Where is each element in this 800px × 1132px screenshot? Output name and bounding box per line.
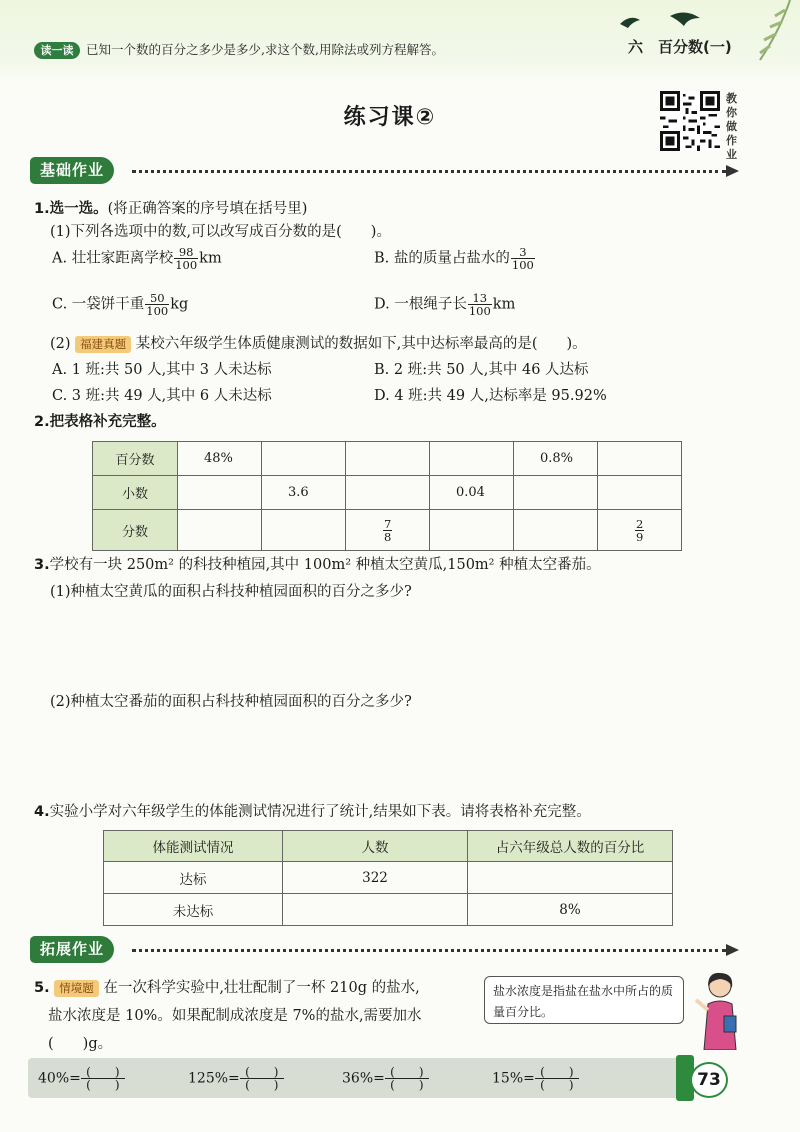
- chapter-title: 六 百分数(一): [628, 38, 732, 56]
- table-cell[interactable]: [468, 862, 673, 894]
- column-header: 体能测试情况: [104, 831, 283, 862]
- fitness-test-table: [103, 830, 673, 926]
- option-text: B. 盐的质量占盐水的: [374, 250, 510, 267]
- blank[interactable]: ( ): [390, 1078, 424, 1092]
- hint-speech-bubble: 盐水浓度是指盐在盐水中所占的质量百分比。: [484, 976, 684, 1024]
- table-cell[interactable]: [430, 510, 514, 551]
- denominator: 100: [175, 258, 198, 272]
- numerator: 2: [636, 516, 644, 531]
- table-cell: 0.04: [430, 476, 514, 510]
- numerator: 98: [174, 246, 198, 259]
- question-number: 3.: [34, 557, 50, 573]
- blank-fraction[interactable]: [240, 1066, 284, 1091]
- question-heading: 选一选。: [49, 201, 108, 217]
- fraction: [145, 292, 169, 317]
- question-text: 学校有一块 250m² 的科技种植园,其中 100m² 种植太空黄瓜,150m² 种植太空番茄。: [49, 557, 601, 573]
- column-header: 占六年级总人数的百分比: [468, 831, 673, 862]
- table-cell: 0.8%: [514, 442, 598, 476]
- expression: 125%=: [188, 1070, 240, 1087]
- option-text: A. 壮壮家距离学校: [52, 250, 174, 267]
- blank[interactable]: ( ): [385, 1066, 429, 1079]
- option-text: D. 一根绳子长: [374, 296, 467, 313]
- row-label-fraction: 分数: [93, 510, 178, 551]
- table-cell[interactable]: [262, 510, 346, 551]
- table-row: [93, 442, 682, 476]
- table-row: [104, 894, 673, 926]
- option-a: [52, 246, 222, 271]
- question-number: 2.: [34, 414, 50, 430]
- section-basic-homework: 基础作业: [30, 157, 114, 184]
- question-1-heading: [34, 197, 307, 218]
- arrow-right-icon: [726, 944, 739, 956]
- scenario-tag: 情境题: [54, 980, 99, 997]
- table-cell[interactable]: [430, 442, 514, 476]
- question-2-heading: [34, 410, 166, 431]
- blank[interactable]: ( ): [86, 1078, 120, 1092]
- row-label-decimal: 小数: [93, 476, 178, 510]
- page-number: 73: [690, 1062, 728, 1098]
- expression: 15%=: [492, 1070, 535, 1087]
- section-extended-homework: 拓展作业: [30, 936, 114, 963]
- choice-c: C. 3 班:共 49 人,其中 6 人未达标: [52, 388, 272, 404]
- fraction: [174, 246, 198, 271]
- table-cell: 322: [283, 862, 468, 894]
- section-divider: [132, 170, 726, 173]
- arrow-right-icon: [726, 165, 739, 177]
- practice-item: [342, 1066, 429, 1091]
- question-3-part-1: (1)种植太空黄瓜的面积占科技种植园面积的百分之多少?: [50, 584, 412, 600]
- question-heading: 把表格补充完整。: [49, 414, 166, 430]
- option-d: [374, 292, 515, 317]
- column-header: 人数: [283, 831, 468, 862]
- blank[interactable]: ( ): [535, 1066, 579, 1079]
- denominator: 100: [468, 304, 491, 318]
- numerator: 7: [384, 516, 392, 531]
- table-cell: 8%: [468, 894, 673, 926]
- question-4: [34, 800, 591, 821]
- table-cell: 3.6: [262, 476, 346, 510]
- expression: 40%=: [38, 1070, 81, 1087]
- question-3: [34, 553, 601, 574]
- blank[interactable]: ( ): [81, 1066, 125, 1079]
- table-cell[interactable]: [283, 894, 468, 926]
- fraction: [511, 246, 535, 271]
- table-cell: 48%: [178, 442, 262, 476]
- blank-fraction[interactable]: [535, 1066, 579, 1091]
- willow-branch-icon: [740, 0, 800, 86]
- practice-item: [188, 1066, 284, 1091]
- fraction: [635, 518, 644, 543]
- numerator: 50: [145, 292, 169, 305]
- tip-badge: 读一读: [34, 42, 80, 59]
- table-row: [93, 510, 682, 551]
- practice-item: [38, 1066, 125, 1091]
- tip-text: 已知一个数的百分之多少是多少,求这个数,用除法或列方程解答。: [86, 42, 444, 57]
- table-cell: [346, 510, 430, 551]
- question-5-line-3: ( )g。: [48, 1036, 113, 1052]
- fraction: [468, 292, 492, 317]
- question-1-part-2: [50, 332, 587, 353]
- question-5-line-1: [34, 976, 420, 997]
- blank-fraction[interactable]: [81, 1066, 125, 1091]
- blank[interactable]: ( ): [540, 1078, 574, 1092]
- numerator: 3: [511, 246, 535, 259]
- qr-label: 教你做作业: [726, 92, 737, 161]
- question-text: 在一次科学实验中,壮壮配制了一杯 210g 的盐水,: [103, 980, 420, 996]
- question-text: 实验小学对六年级学生的体能测试情况进行了统计,结果如下表。请将表格补充完整。: [49, 804, 591, 820]
- table-cell[interactable]: [178, 476, 262, 510]
- table-cell: 未达标: [104, 894, 283, 926]
- table-cell[interactable]: [598, 476, 682, 510]
- denominator: 8: [384, 529, 392, 544]
- table-header-row: [104, 831, 673, 862]
- table-cell[interactable]: [514, 510, 598, 551]
- table-cell[interactable]: [598, 442, 682, 476]
- blank[interactable]: ( ): [245, 1078, 279, 1092]
- table-cell[interactable]: [346, 476, 430, 510]
- question-3-part-2: (2)种植太空番茄的面积占科技种植园面积的百分之多少?: [50, 694, 412, 710]
- part-text: 某校六年级学生体质健康测试的数据如下,其中达标率最高的是( )。: [135, 336, 587, 352]
- blank[interactable]: ( ): [240, 1066, 284, 1079]
- qr-code-icon[interactable]: [660, 91, 720, 151]
- conversion-table: [92, 441, 682, 551]
- denominator: 100: [146, 304, 169, 318]
- denominator: 100: [511, 258, 534, 272]
- swallow-bird-icon: [600, 6, 720, 40]
- table-cell[interactable]: [178, 510, 262, 551]
- option-c: [52, 292, 188, 317]
- question-number: 5.: [34, 980, 50, 996]
- row-label-percent: 百分数: [93, 442, 178, 476]
- table-cell[interactable]: [514, 476, 598, 510]
- table-row: [93, 476, 682, 510]
- numerator: 13: [468, 292, 492, 305]
- question-5-line-2: 盐水浓度是 10%。如果配制成浓度是 7%的盐水,需要加水: [48, 1008, 422, 1024]
- table-cell[interactable]: [262, 442, 346, 476]
- table-cell[interactable]: [346, 442, 430, 476]
- unit: km: [492, 296, 516, 313]
- question-instruction: (将正确答案的序号填在括号里): [107, 201, 308, 217]
- table-cell: 达标: [104, 862, 283, 894]
- question-number: 1.: [34, 201, 50, 217]
- question-number: 4.: [34, 804, 50, 820]
- page-title: 练习课②: [343, 105, 437, 130]
- table-row: [104, 862, 673, 894]
- choice-d: D. 4 班:共 49 人,达标率是 95.92%: [374, 388, 607, 404]
- choice-b: B. 2 班:共 50 人,其中 46 人达标: [374, 362, 589, 378]
- unit: kg: [170, 296, 189, 313]
- denominator: 9: [636, 529, 644, 544]
- section-divider: [132, 949, 726, 952]
- fraction: [383, 518, 392, 543]
- teacher-illustration: [690, 970, 750, 1050]
- part-number: (2): [50, 336, 71, 352]
- choice-a: A. 1 班:共 50 人,其中 3 人未达标: [52, 362, 272, 378]
- option-text: C. 一袋饼干重: [52, 296, 145, 313]
- option-b: [374, 246, 536, 271]
- question-1-part-1: (1)下列各选项中的数,可以改写成百分数的是( )。: [50, 224, 391, 240]
- source-tag: 福建真题: [75, 336, 131, 353]
- practice-item: [492, 1066, 579, 1091]
- unit: km: [199, 250, 222, 267]
- blank-fraction[interactable]: [385, 1066, 429, 1091]
- expression: 36%=: [342, 1070, 385, 1087]
- table-cell: [598, 510, 682, 551]
